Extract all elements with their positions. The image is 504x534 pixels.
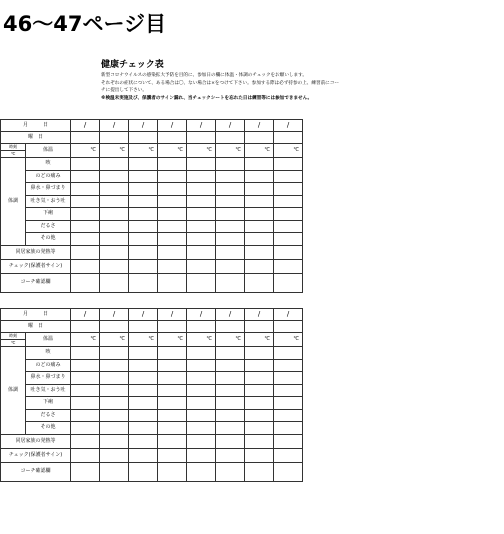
symptom-cell[interactable] — [158, 397, 187, 410]
symptom-cell[interactable] — [129, 220, 158, 233]
symptom-cell[interactable] — [187, 195, 216, 208]
symptom-row — [1, 422, 303, 435]
symptom-cell[interactable] — [158, 372, 187, 385]
family-cell[interactable] — [71, 434, 100, 448]
date-row — [1, 309, 303, 321]
temp-cell[interactable]: ℃ — [158, 333, 187, 347]
symptom-cell[interactable] — [187, 359, 216, 372]
symptom-cell[interactable] — [100, 220, 129, 233]
intro-line: 新型コロナウイルスの感染拡大予防を目的に、参加日の欄に体温・体調のチェックをお願いします。 — [101, 73, 307, 78]
symptom-cell[interactable] — [274, 208, 303, 221]
symptom-cell[interactable] — [158, 208, 187, 221]
family-cell[interactable] — [100, 434, 129, 448]
family-cell[interactable] — [129, 245, 158, 259]
symptom-cell[interactable] — [129, 208, 158, 221]
time-label: 時刻 — [1, 333, 26, 340]
sign-cell[interactable] — [216, 448, 245, 462]
symptom-cell[interactable] — [71, 409, 100, 422]
date-row — [1, 120, 303, 132]
sign-cell[interactable] — [158, 448, 187, 462]
sheet-title: 健康チェック表 — [101, 60, 164, 70]
symptom-cell[interactable] — [274, 347, 303, 360]
temp-cell[interactable]: ℃ — [158, 144, 187, 158]
symptom-label: 咳 — [26, 158, 71, 171]
symptom-cell[interactable] — [187, 409, 216, 422]
symptom-cell[interactable] — [100, 359, 129, 372]
symptom-row — [1, 384, 303, 397]
family-cell[interactable] — [245, 434, 274, 448]
symptom-cell[interactable] — [187, 422, 216, 435]
symptom-cell[interactable] — [216, 409, 245, 422]
coach-cell[interactable] — [187, 462, 216, 481]
coach-cell[interactable] — [216, 273, 245, 292]
date-cell[interactable]: / — [158, 120, 187, 132]
symptom-row — [1, 347, 303, 360]
time-row — [1, 144, 303, 151]
symptom-cell[interactable] — [187, 170, 216, 183]
symptom-label: 吐き気・おう吐 — [26, 195, 71, 208]
symptom-cell[interactable] — [158, 422, 187, 435]
symptom-cell[interactable] — [245, 347, 274, 360]
symptom-label: だるさ — [26, 409, 71, 422]
symptom-cell[interactable] — [100, 372, 129, 385]
coach-cell[interactable] — [100, 273, 129, 292]
symptom-cell[interactable] — [158, 384, 187, 397]
symptom-cell[interactable] — [129, 195, 158, 208]
coach-cell[interactable] — [71, 273, 100, 292]
symptom-cell[interactable] — [71, 233, 100, 246]
intro-line: チに提出して下さい。 — [101, 88, 147, 94]
symptom-cell[interactable] — [245, 372, 274, 385]
symptom-cell[interactable] — [129, 409, 158, 422]
temp-cell[interactable]: ℃ — [100, 333, 129, 347]
family-cell[interactable] — [187, 245, 216, 259]
family-cell[interactable] — [216, 245, 245, 259]
symptom-cell[interactable] — [216, 170, 245, 183]
symptom-cell[interactable] — [274, 220, 303, 233]
weekday-row — [1, 321, 303, 333]
family-row — [1, 434, 303, 448]
coach-cell[interactable] — [245, 273, 274, 292]
sign-row — [1, 259, 303, 273]
check-sign-label: チェック(保護者サイン) — [1, 448, 71, 462]
coach-cell[interactable] — [216, 462, 245, 481]
weekday-cell[interactable] — [274, 321, 303, 333]
symptom-row — [1, 372, 303, 385]
date-cell[interactable]: / — [71, 120, 100, 132]
symptom-cell[interactable] — [100, 208, 129, 221]
symptom-cell[interactable] — [274, 409, 303, 422]
weekday-cell[interactable] — [100, 321, 129, 333]
temp-cell[interactable]: ℃ — [274, 144, 303, 158]
coach-confirm-label: コーチ確認欄 — [1, 273, 71, 292]
date-cell[interactable]: / — [216, 309, 245, 321]
date-cell[interactable]: / — [187, 120, 216, 132]
symptom-cell[interactable] — [216, 372, 245, 385]
date-cell[interactable]: / — [187, 309, 216, 321]
weekday-cell[interactable] — [245, 321, 274, 333]
symptom-cell[interactable] — [158, 183, 187, 196]
sign-cell[interactable] — [187, 448, 216, 462]
symptom-cell[interactable] — [100, 347, 129, 360]
symptom-row — [1, 208, 303, 221]
symptom-cell[interactable] — [216, 208, 245, 221]
symptom-row — [1, 233, 303, 246]
sign-cell[interactable] — [245, 259, 274, 273]
time-row — [1, 333, 303, 340]
date-cell[interactable]: / — [129, 309, 158, 321]
date-label-cell — [1, 120, 71, 132]
weekday-cell[interactable] — [71, 321, 100, 333]
time-label: 時刻 — [1, 144, 26, 151]
date-cell[interactable]: / — [274, 309, 303, 321]
temp-cell[interactable]: ℃ — [245, 333, 274, 347]
symptom-cell[interactable] — [216, 384, 245, 397]
sign-cell[interactable] — [129, 259, 158, 273]
symptom-cell[interactable] — [158, 170, 187, 183]
symptom-cell[interactable] — [158, 347, 187, 360]
symptom-label: 咳 — [26, 347, 71, 360]
family-cell[interactable] — [245, 245, 274, 259]
symptom-cell[interactable] — [129, 372, 158, 385]
symptom-row — [1, 158, 303, 171]
family-fever-label: 同居家族の発熱等 — [1, 434, 71, 448]
symptom-cell[interactable] — [245, 195, 274, 208]
symptom-label: 下痢 — [26, 208, 71, 221]
symptom-row — [1, 183, 303, 196]
symptom-cell[interactable] — [216, 158, 245, 171]
weekday-cell[interactable] — [100, 132, 129, 144]
weekday-label: 曜 日 — [1, 132, 71, 144]
temp-cell[interactable]: ℃ — [245, 144, 274, 158]
symptom-cell[interactable] — [71, 397, 100, 410]
symptom-cell[interactable] — [216, 183, 245, 196]
coach-cell[interactable] — [245, 462, 274, 481]
weekday-cell[interactable] — [274, 132, 303, 144]
deg-label: ℃ — [1, 151, 26, 158]
sign-cell[interactable] — [71, 259, 100, 273]
family-cell[interactable] — [187, 434, 216, 448]
symptom-cell[interactable] — [71, 422, 100, 435]
family-row — [1, 245, 303, 259]
symptom-rows — [1, 347, 303, 435]
symptom-cell[interactable] — [100, 183, 129, 196]
symptom-cell[interactable] — [100, 195, 129, 208]
symptom-cell[interactable] — [216, 347, 245, 360]
symptom-row — [1, 359, 303, 372]
symptom-row — [1, 170, 303, 183]
symptom-cell[interactable] — [129, 183, 158, 196]
symptom-cell[interactable] — [187, 397, 216, 410]
coach-cell[interactable] — [187, 273, 216, 292]
symptom-cell[interactable] — [71, 347, 100, 360]
symptom-cell[interactable] — [71, 372, 100, 385]
symptom-cell[interactable] — [245, 384, 274, 397]
symptom-row — [1, 397, 303, 410]
temp-cell[interactable]: ℃ — [100, 144, 129, 158]
symptom-cell[interactable] — [129, 158, 158, 171]
family-cell[interactable] — [158, 245, 187, 259]
health-table-2 — [0, 308, 303, 482]
symptom-cell[interactable] — [245, 183, 274, 196]
temp-cell[interactable]: ℃ — [129, 144, 158, 158]
symptom-label: 下痢 — [26, 397, 71, 410]
sign-cell[interactable] — [187, 259, 216, 273]
symptom-cell[interactable] — [245, 158, 274, 171]
symptom-cell[interactable] — [71, 170, 100, 183]
temp-cell[interactable]: ℃ — [129, 333, 158, 347]
symptom-cell[interactable] — [158, 233, 187, 246]
symptom-cell[interactable] — [274, 195, 303, 208]
temp-cell[interactable]: ℃ — [71, 144, 100, 158]
weekday-cell[interactable] — [129, 132, 158, 144]
symptom-cell[interactable] — [216, 422, 245, 435]
family-cell[interactable] — [158, 434, 187, 448]
temp-cell[interactable]: ℃ — [274, 333, 303, 347]
family-cell[interactable] — [274, 245, 303, 259]
date-cell[interactable]: / — [216, 120, 245, 132]
symptom-cell[interactable] — [187, 384, 216, 397]
symptom-cell[interactable] — [245, 409, 274, 422]
day-label: 日 — [43, 122, 49, 128]
symptom-cell[interactable] — [245, 170, 274, 183]
weekday-cell[interactable] — [187, 132, 216, 144]
date-cell[interactable]: / — [245, 120, 274, 132]
health-table-1 — [0, 119, 303, 293]
symptom-cell[interactable] — [187, 220, 216, 233]
coach-cell[interactable] — [158, 462, 187, 481]
symptom-cell[interactable] — [158, 158, 187, 171]
symptom-cell[interactable] — [274, 384, 303, 397]
coach-row — [1, 273, 303, 292]
symptom-cell[interactable] — [274, 422, 303, 435]
date-cell[interactable]: / — [158, 309, 187, 321]
temp-label: 体温 — [26, 144, 71, 158]
coach-cell[interactable] — [71, 462, 100, 481]
temp-label: 体温 — [26, 333, 71, 347]
symptom-cell[interactable] — [216, 233, 245, 246]
date-cell[interactable]: / — [71, 309, 100, 321]
sign-cell[interactable] — [274, 259, 303, 273]
symptom-cell[interactable] — [274, 170, 303, 183]
symptom-cell[interactable] — [245, 233, 274, 246]
symptom-label: 鼻水・鼻づまり — [26, 372, 71, 385]
date-label-cell — [1, 309, 71, 321]
symptom-cell[interactable] — [245, 397, 274, 410]
symptom-cell[interactable] — [274, 372, 303, 385]
sign-cell[interactable] — [216, 259, 245, 273]
symptom-cell[interactable] — [129, 359, 158, 372]
date-cell[interactable]: / — [274, 120, 303, 132]
day-label: 日 — [43, 311, 49, 317]
symptom-row — [1, 409, 303, 422]
coach-cell[interactable] — [129, 273, 158, 292]
sign-cell[interactable] — [100, 259, 129, 273]
symptom-cell[interactable] — [216, 195, 245, 208]
weekday-cell[interactable] — [158, 132, 187, 144]
symptom-cell[interactable] — [274, 233, 303, 246]
weekday-cell[interactable] — [129, 321, 158, 333]
symptom-cell[interactable] — [216, 397, 245, 410]
weekday-cell[interactable] — [187, 321, 216, 333]
sign-cell[interactable] — [158, 259, 187, 273]
intro-text — [101, 72, 403, 102]
symptom-label: 吐き気・おう吐 — [26, 384, 71, 397]
family-cell[interactable] — [71, 245, 100, 259]
coach-confirm-label: コーチ確認欄 — [1, 462, 71, 481]
symptom-cell[interactable] — [216, 359, 245, 372]
coach-cell[interactable] — [129, 462, 158, 481]
sign-cell[interactable] — [71, 448, 100, 462]
symptom-cell[interactable] — [274, 397, 303, 410]
temp-cell[interactable]: ℃ — [216, 144, 245, 158]
deg-label: ℃ — [1, 340, 26, 347]
sign-row — [1, 448, 303, 462]
temp-cell[interactable]: ℃ — [71, 333, 100, 347]
symptom-cell[interactable] — [158, 409, 187, 422]
symptom-cell[interactable] — [245, 422, 274, 435]
symptom-cell[interactable] — [158, 220, 187, 233]
symptom-cell[interactable] — [71, 158, 100, 171]
symptom-cell[interactable] — [71, 384, 100, 397]
weekday-label: 曜 日 — [1, 321, 71, 333]
symptom-cell[interactable] — [187, 372, 216, 385]
symptom-row — [1, 220, 303, 233]
symptom-cell[interactable] — [71, 220, 100, 233]
symptom-cell[interactable] — [71, 183, 100, 196]
symptom-cell[interactable] — [158, 195, 187, 208]
coach-cell[interactable] — [274, 462, 303, 481]
coach-cell[interactable] — [158, 273, 187, 292]
symptom-cell[interactable] — [100, 384, 129, 397]
family-fever-label: 同居家族の発熱等 — [1, 245, 71, 259]
temp-cell[interactable]: ℃ — [187, 144, 216, 158]
sign-cell[interactable] — [245, 448, 274, 462]
page-header: 46～47ページ目 — [3, 12, 167, 36]
symptom-label: だるさ — [26, 220, 71, 233]
coach-row — [1, 462, 303, 481]
symptom-cell[interactable] — [274, 359, 303, 372]
health-check-sheet — [101, 57, 403, 102]
symptom-cell[interactable] — [100, 158, 129, 171]
symptom-cell[interactable] — [100, 170, 129, 183]
month-label: 月 — [22, 122, 28, 128]
condition-label: 体調 — [1, 347, 26, 435]
symptom-cell[interactable] — [274, 158, 303, 171]
coach-cell[interactable] — [100, 462, 129, 481]
symptom-cell[interactable] — [187, 233, 216, 246]
family-cell[interactable] — [100, 245, 129, 259]
symptom-cell[interactable] — [71, 359, 100, 372]
date-cell[interactable]: / — [245, 309, 274, 321]
symptom-label: のどの痛み — [26, 170, 71, 183]
symptom-cell[interactable] — [274, 183, 303, 196]
symptom-cell[interactable] — [100, 233, 129, 246]
weekday-row — [1, 132, 303, 144]
symptom-cell[interactable] — [245, 359, 274, 372]
weekday-cell[interactable] — [216, 321, 245, 333]
symptom-cell[interactable] — [100, 409, 129, 422]
symptom-cell[interactable] — [187, 158, 216, 171]
weekday-cell[interactable] — [158, 321, 187, 333]
weekday-cell[interactable] — [245, 132, 274, 144]
symptom-cell[interactable] — [245, 208, 274, 221]
symptom-cell[interactable] — [129, 384, 158, 397]
symptom-label: 鼻水・鼻づまり — [26, 183, 71, 196]
symptom-cell[interactable] — [129, 347, 158, 360]
weekday-cell[interactable] — [71, 132, 100, 144]
temp-cell[interactable]: ℃ — [216, 333, 245, 347]
symptom-cell[interactable] — [245, 220, 274, 233]
date-cell[interactable]: / — [100, 120, 129, 132]
symptom-label: その他 — [26, 233, 71, 246]
symptom-cell[interactable] — [129, 422, 158, 435]
weekday-cell[interactable] — [216, 132, 245, 144]
symptom-cell[interactable] — [71, 208, 100, 221]
symptom-cell[interactable] — [187, 183, 216, 196]
family-cell[interactable] — [129, 434, 158, 448]
symptom-label: その他 — [26, 422, 71, 435]
sign-cell[interactable] — [100, 448, 129, 462]
symptom-label: のどの痛み — [26, 359, 71, 372]
family-cell[interactable] — [274, 434, 303, 448]
coach-cell[interactable] — [274, 273, 303, 292]
temp-cell[interactable]: ℃ — [187, 333, 216, 347]
symptom-cell[interactable] — [158, 359, 187, 372]
symptom-cell[interactable] — [71, 195, 100, 208]
symptom-cell[interactable] — [100, 397, 129, 410]
family-cell[interactable] — [216, 434, 245, 448]
symptom-cell[interactable] — [187, 208, 216, 221]
symptom-cell[interactable] — [100, 422, 129, 435]
symptom-row — [1, 195, 303, 208]
date-cell[interactable]: / — [100, 309, 129, 321]
symptom-cell[interactable] — [129, 397, 158, 410]
date-cell[interactable]: / — [129, 120, 158, 132]
intro-line: それぞれの症状について、ある場合は〇、ない場合は×をつけて下さい。参加する際は必ず持参の上、練習前にコー — [101, 80, 339, 86]
symptom-cell[interactable] — [129, 233, 158, 246]
month-label: 月 — [22, 311, 28, 317]
sign-cell[interactable] — [274, 448, 303, 462]
sign-cell[interactable] — [129, 448, 158, 462]
condition-label: 体調 — [1, 158, 26, 246]
warning-text: ※検温未実施及び、保護者のサイン漏れ、当チェックシートを忘れた日は練習等には参加できません。 — [101, 95, 313, 101]
symptom-rows — [1, 158, 303, 246]
check-sign-label: チェック(保護者サイン) — [1, 259, 71, 273]
symptom-cell[interactable] — [216, 220, 245, 233]
symptom-cell[interactable] — [187, 347, 216, 360]
symptom-cell[interactable] — [129, 170, 158, 183]
